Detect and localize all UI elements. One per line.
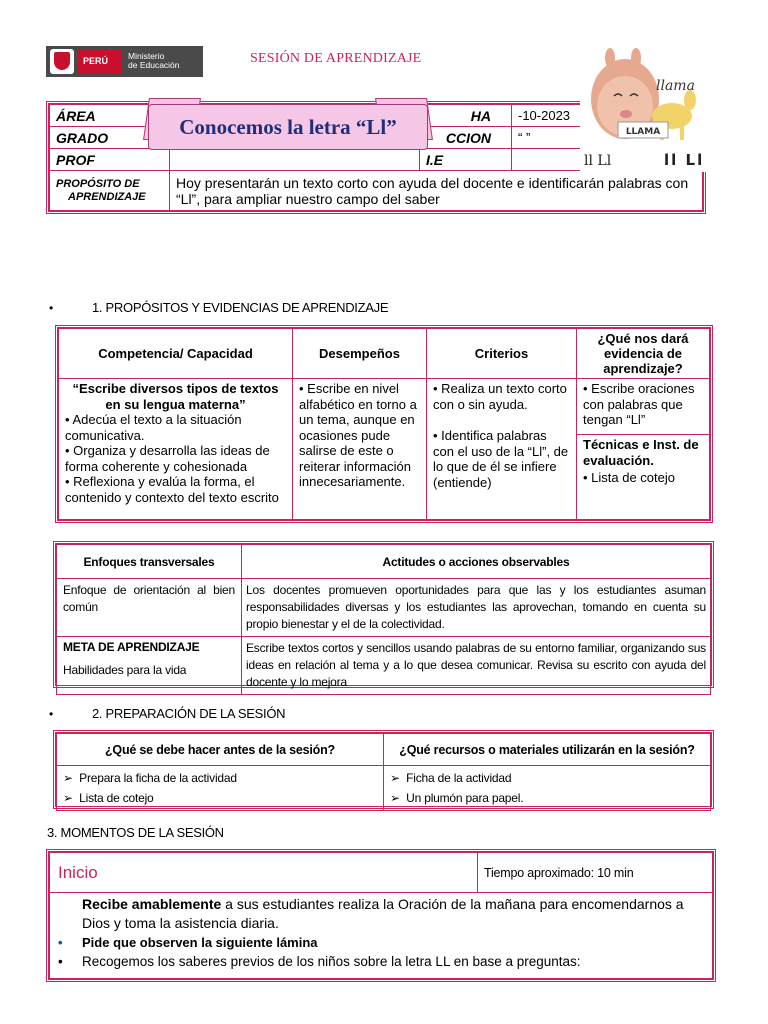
- ie-label: I.E: [420, 149, 512, 171]
- meta-text: Escribe textos cortos y sencillos usando palabras de su entorno familiar, organizando sus ideas en relación al tema y a lo que desea comunicar. Revisa su escrito con ayuda del docente y lo mejora: [242, 637, 711, 695]
- tecnicas-item: • Lista de cotejo: [583, 470, 675, 485]
- seccion-label: CCION: [420, 127, 512, 149]
- ministry-logo: [46, 46, 203, 77]
- col-evidencia: ¿Qué nos dará evidencia de aprendizaje?: [577, 329, 710, 379]
- logo-country: PERÚ: [77, 49, 122, 74]
- proposito-label: PROPÓSITO DE APRENDIZAJE: [50, 171, 170, 211]
- shield-icon: [50, 49, 74, 74]
- list-item: ➢ Prepara la ficha de la actividad: [63, 771, 237, 785]
- habilidades-label: Habilidades para la vida: [63, 663, 187, 677]
- actitudes-cell: Los docentes promueven oportunidades para que las y los estudiantes asuman responsabilidades diversas y los estudiantes las aprovechan, tomando en cuenta su propio bienestar y el de la colectividad.: [242, 579, 711, 637]
- preparacion-table: [53, 730, 714, 809]
- list-item: ➢ Lista de cotejo: [63, 791, 154, 805]
- section2-bullet: •: [49, 707, 54, 721]
- section1-title: 1. PROPÓSITOS Y EVIDENCIAS DE APRENDIZAJE: [92, 300, 389, 315]
- seccion-value: “ ”: [512, 127, 703, 149]
- inicio-content: [50, 893, 713, 979]
- prof-label: PROF: [50, 149, 170, 171]
- fecha-label: HA: [420, 105, 512, 127]
- col-competencia: Competencia/ Capacidad: [59, 329, 293, 379]
- momentos-table: [46, 849, 716, 982]
- tiempo-label: Tiempo aproximado: 10 min: [478, 853, 713, 893]
- grado-label: GRADO: [50, 127, 170, 149]
- desempeno-cell: • Escribe en nivel alfabético en torno a un tema, aunque en ocasiones pude salirse de este o reiterar información innecesariamente.: [293, 379, 427, 520]
- logo-ministry: Ministerio de Educación: [128, 51, 180, 70]
- antes-list: [57, 766, 384, 811]
- antes-header: ¿Qué se debe hacer antes de la sesión?: [57, 734, 384, 766]
- llama-icon: [580, 44, 718, 172]
- list-item: ➢ Ficha de la actividad: [390, 771, 512, 785]
- tecnicas-title: Técnicas e Inst. de evaluación.: [583, 437, 699, 468]
- recursos-list: [384, 766, 711, 811]
- llama-letters-bold: ll Ll: [664, 151, 705, 169]
- list-item: ➢ Un plumón para papel.: [390, 791, 524, 805]
- llama-word: llama: [656, 78, 695, 94]
- llama-illustration: [580, 44, 718, 172]
- col-desempenos: Desempeños: [293, 329, 427, 379]
- llama-letters: ll Ll: [584, 153, 612, 169]
- enfoques-table: [53, 541, 714, 688]
- competencia-cell: “Escribe diversos tipos de textos en su lengua materna” • Adecúa el texto a la situación comunicativa. • Organiza y desarrolla las ideas de forma coherente y cohesionada • Reflexiona y evalúa la forma, el contenido y contexto del texto escrito: [59, 379, 293, 520]
- document-title: SESIÓN DE APRENDIZAJE: [250, 51, 422, 66]
- section3-title: 3. MOMENTOS DE LA SESIÓN: [47, 825, 224, 840]
- actitudes-header: Actitudes o acciones observables: [242, 545, 711, 579]
- competencia-title: “Escribe diversos tipos de textos en su lengua materna”: [72, 381, 279, 412]
- section1-bullet: •: [49, 301, 54, 315]
- list-item: • Pide que observen la siguiente lámina: [58, 935, 318, 950]
- enfoques-header: Enfoques transversales: [57, 545, 242, 579]
- section2-title: 2. PREPARACIÓN DE LA SESIÓN: [92, 706, 286, 721]
- enfoque-cell: Enfoque de orientación al bien común: [57, 579, 242, 637]
- criterios-cell: • Realiza un texto corto con o sin ayuda. • Identifica palabras con el uso de la “Ll”, de lo que de él se infiere (entiende): [427, 379, 577, 520]
- inicio-label: Inicio: [50, 853, 478, 893]
- propositos-table: [55, 325, 713, 523]
- inicio-paragraph: Recibe amablemente a sus estudiantes realiza la Oración de la mañana para encomendarnos a Dios y toma la asistencia diaria.: [82, 896, 684, 931]
- col-criterios: Criterios: [427, 329, 577, 379]
- llama-sign: LLAMA: [625, 127, 661, 137]
- evidencia-text: • Escribe oraciones con palabras que tengan “Ll”: [577, 379, 709, 435]
- banner-text: Conocemos la letra “Ll”: [148, 104, 428, 150]
- fecha-value: -10-2023: [512, 105, 703, 127]
- title-banner: [146, 98, 432, 152]
- recursos-header: ¿Qué recursos o materiales utilizarán en la sesión?: [384, 734, 711, 766]
- proposito-text: Hoy presentarán un texto corto con ayuda del docente e identificarán palabras con “Ll”, para ampliar nuestro campo del saber: [170, 171, 703, 211]
- meta-cell: [57, 637, 242, 695]
- area-label: ÁREA: [50, 105, 170, 127]
- list-item: • Recogemos los saberes previos de los niños sobre la letra LL en base a preguntas:: [58, 954, 581, 969]
- evidencia-cell: [577, 379, 710, 520]
- meta-label: META DE APRENDIZAJE: [63, 640, 200, 654]
